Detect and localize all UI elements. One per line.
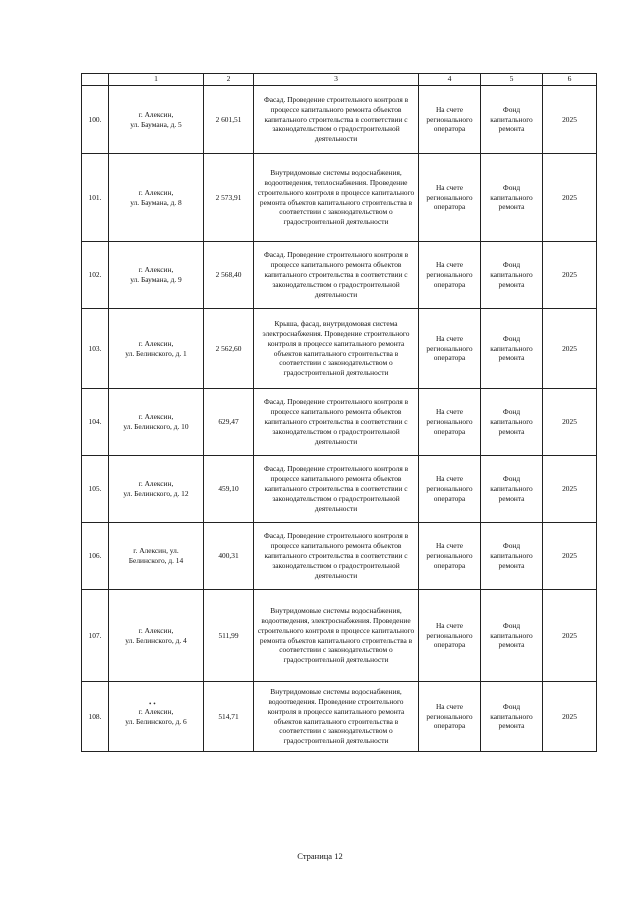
fund-cell: Фонд капитального ремонта xyxy=(481,242,543,309)
row-number: 104. xyxy=(82,389,109,456)
year-cell: 2025 xyxy=(543,523,597,590)
work-description-cell: Фасад. Проведение строительного контроля в процессе капитального ремонта объектов капитального строительства в соответствии с законодательством о градостроительной деятельности xyxy=(254,86,419,154)
table-row xyxy=(82,86,597,154)
work-description-cell: Внутридомовые системы водоснабжения, водоотведения, электроснабжения. Проведение строительного контроля в процессе капитального ремонта объектов капитального строительства в соответствии с законодательством о градостроительной деятельности xyxy=(254,590,419,682)
account-type-cell: На счете регионального оператора xyxy=(419,456,481,523)
header-cell-2: 2 xyxy=(204,74,254,86)
row-number: 103. xyxy=(82,309,109,389)
account-type-cell: На счете регионального оператора xyxy=(419,590,481,682)
table-row xyxy=(82,682,597,752)
amount-cell: 2 601,51 xyxy=(204,86,254,154)
account-type-cell: На счете регионального оператора xyxy=(419,523,481,590)
work-description-cell: Фасад. Проведение строительного контроля в процессе капитального ремонта объектов капитального строительства в соответствии с законодательством о градостроительной деятельности xyxy=(254,242,419,309)
fund-cell: Фонд капитального ремонта xyxy=(481,154,543,242)
amount-cell: 400,31 xyxy=(204,523,254,590)
account-type-cell: На счете регионального оператора xyxy=(419,309,481,389)
row-number: 100. xyxy=(82,86,109,154)
account-type-cell: На счете регионального оператора xyxy=(419,86,481,154)
year-cell: 2025 xyxy=(543,86,597,154)
table-row xyxy=(82,389,597,456)
header-cell-4: 4 xyxy=(419,74,481,86)
address-cell: г. Алексин, ул. Баумана, д. 5 xyxy=(109,86,204,154)
year-cell: 2025 xyxy=(543,154,597,242)
year-cell: 2025 xyxy=(543,242,597,309)
work-description-cell: Внутридомовые системы водоснабжения, водоотведения, теплоснабжения. Проведение строительного контроля в процессе капитального ремонта объектов капитального строительства в соответствии с законодательством о градостроительной деятельности xyxy=(254,154,419,242)
work-description-cell: Внутридомовые системы водоснабжения, водоотведения. Проведение строительного контроля в процессе капитального ремонта объектов капитального строительства в соответствии с законодательством о градостроительной деятельности xyxy=(254,682,419,752)
fund-cell: Фонд капитального ремонта xyxy=(481,682,543,752)
address-cell: г. Алексин, ул. Баумана, д. 9 xyxy=(109,242,204,309)
row-number: 105. xyxy=(82,456,109,523)
account-type-cell: На счете регионального оператора xyxy=(419,682,481,752)
table-row xyxy=(82,456,597,523)
table-row xyxy=(82,309,597,389)
amount-cell: 511,99 xyxy=(204,590,254,682)
table-body xyxy=(82,74,597,752)
account-type-cell: На счете регионального оператора xyxy=(419,154,481,242)
fund-cell: Фонд капитального ремонта xyxy=(481,389,543,456)
address-cell: г. Алексин, ул. Белинского, д. 10 xyxy=(109,389,204,456)
amount-cell: 629,47 xyxy=(204,389,254,456)
row-number: 106. xyxy=(82,523,109,590)
year-cell: 2025 xyxy=(543,590,597,682)
address-cell: г. Алексин, ул. Белинского, д. 6 xyxy=(109,682,204,752)
work-description-cell: Фасад. Проведение строительного контроля в процессе капитального ремонта объектов капитального строительства в соответствии с законодательством о градостроительной деятельности xyxy=(254,456,419,523)
row-number: 102. xyxy=(82,242,109,309)
amount-cell: 2 562,60 xyxy=(204,309,254,389)
fund-cell: Фонд капитального ремонта xyxy=(481,590,543,682)
fund-cell: Фонд капитального ремонта xyxy=(481,309,543,389)
amount-cell: 459,10 xyxy=(204,456,254,523)
table-row xyxy=(82,590,597,682)
address-cell: г. Алексин, ул. Белинского, д. 1 xyxy=(109,309,204,389)
fund-cell: Фонд капитального ремонта xyxy=(481,86,543,154)
table-row xyxy=(82,523,597,590)
address-cell: г. Алексин, ул. Белинского, д. 4 xyxy=(109,590,204,682)
year-cell: 2025 xyxy=(543,456,597,523)
header-cell-1: 1 xyxy=(109,74,204,86)
capital-repair-table xyxy=(81,73,597,752)
address-cell: г. Алексин, ул. Белинского, д. 12 xyxy=(109,456,204,523)
fund-cell: Фонд капитального ремонта xyxy=(481,456,543,523)
year-cell: 2025 xyxy=(543,682,597,752)
header-cell-3: 3 xyxy=(254,74,419,86)
address-cell: г. Алексин, ул. Белинского, д. 14 xyxy=(109,523,204,590)
work-description-cell: Фасад. Проведение строительного контроля в процессе капитального ремонта объектов капитального строительства в соответствии с законодательством о градостроительной деятельности xyxy=(254,523,419,590)
header-cell-5: 5 xyxy=(481,74,543,86)
work-description-cell: Фасад. Проведение строительного контроля в процессе капитального ремонта объектов капитального строительства в соответствии с законодательством о градостроительной деятельности xyxy=(254,389,419,456)
account-type-cell: На счете регионального оператора xyxy=(419,389,481,456)
header-cell-6: 6 xyxy=(543,74,597,86)
address-cell: г. Алексин, ул. Баумана, д. 8 xyxy=(109,154,204,242)
row-number: 101. xyxy=(82,154,109,242)
row-number: 108. xyxy=(82,682,109,752)
year-cell: 2025 xyxy=(543,389,597,456)
work-description-cell: Крыша, фасад, внутридомовая система электроснабжения. Проведение строительного контроля в процессе капитального ремонта объектов капитального строительства в соответствии с законодательством о градостроительной деятельности xyxy=(254,309,419,389)
year-cell: 2025 xyxy=(543,309,597,389)
table-row xyxy=(82,242,597,309)
account-type-cell: На счете регионального оператора xyxy=(419,242,481,309)
fund-cell: Фонд капитального ремонта xyxy=(481,523,543,590)
amount-cell: 514,71 xyxy=(204,682,254,752)
page-footer: Страница 12 xyxy=(297,851,343,861)
amount-cell: 2 573,91 xyxy=(204,154,254,242)
column-number-row xyxy=(82,74,597,86)
stray-marks: • • xyxy=(149,700,156,708)
amount-cell: 2 568,40 xyxy=(204,242,254,309)
header-cell-blank xyxy=(82,74,109,86)
row-number: 107. xyxy=(82,590,109,682)
table-row xyxy=(82,154,597,242)
